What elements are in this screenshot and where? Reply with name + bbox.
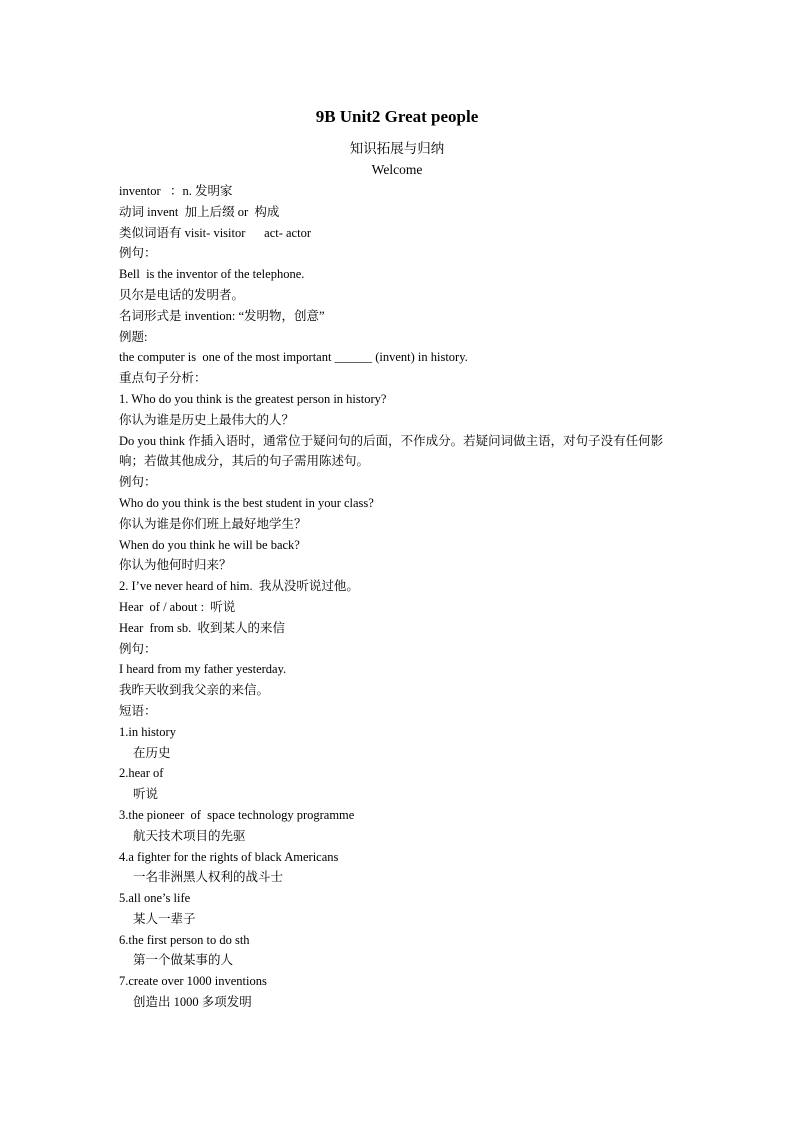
text-line: Do you think 作插入语时，通常位于疑问句的后面，不作成分。若疑问词做主语，对句子没有任何影响；若做其他成分，其后的句子需用陈述句。 — [119, 433, 664, 469]
text-line: 你认为他何时归来？ — [119, 558, 232, 573]
text-line: 短语： — [119, 703, 157, 718]
text-line: 我昨天收到我父亲的来信。 — [119, 683, 270, 698]
text-line: 例句： — [119, 475, 157, 490]
text-line: 3.the pioneer of space technology programme — [119, 807, 355, 822]
text-line: 2. I’ve never heard of him. 我从没听说过他。 — [119, 579, 359, 594]
text-line: 例题: — [119, 329, 148, 344]
text-line: 2.hear of — [119, 766, 164, 781]
text-line: 例句： — [119, 641, 157, 656]
text-line: 在历史 — [133, 745, 171, 760]
text-line: 动词 invent 加上后缀 or 构成 — [119, 204, 280, 219]
text-line: I heard from my father yesterday. — [119, 662, 287, 677]
text-line: 航天技术项目的先驱 — [133, 828, 246, 843]
text-line: 你认为谁是历史上最伟大的人？ — [119, 412, 295, 427]
text-line: the computer is one of the most important ______ (invent) in history. — [119, 350, 468, 365]
text-line: 某人一辈子 — [133, 911, 196, 926]
text-line: 重点句子分析： — [119, 371, 207, 386]
document-title: 9B Unit2 Great people — [315, 107, 479, 126]
text-line: Hear of / about : 听说 — [119, 599, 236, 614]
text-line: 例句： — [119, 246, 157, 261]
text-line: 1. Who do you think is the greatest person in history? — [119, 391, 387, 406]
text-line: 听说 — [133, 787, 159, 802]
text-line: 一名非洲黑人权利的战斗士 — [133, 870, 284, 885]
text-line: 5.all one’s life — [119, 891, 191, 906]
text-line: Hear from sb. 收到某人的来信 — [119, 620, 285, 635]
text-line: When do you think he will be back? — [119, 537, 300, 552]
text-line: 7.create over 1000 inventions — [119, 974, 267, 989]
text-line: 贝尔是电话的发明者。 — [119, 287, 245, 302]
text-line: 第一个做某事的人 — [133, 953, 234, 968]
text-line: 类似词语有 visit- visitor act- actor — [119, 225, 311, 240]
text-line: Who do you think is the best student in your class? — [119, 495, 374, 510]
text-line: 6.the first person to do sth — [119, 932, 250, 947]
text-line: 你认为谁是你们班上最好地学生？ — [119, 516, 307, 531]
text-line: inventor ：n. 发明家 — [119, 184, 233, 198]
section-heading: Welcome — [371, 162, 423, 177]
text-line: 4.a fighter for the rights of black Americans — [119, 849, 339, 864]
text-line: 1.in history — [119, 724, 176, 739]
document-subtitle: 知识拓展与归纳 — [349, 141, 445, 156]
text-line: Bell is the inventor of the telephone. — [119, 267, 305, 282]
document-body — [119, 181, 679, 1013]
text-line: 名词形式是 invention: “发明物，创意” — [119, 308, 325, 323]
text-line: 创造出 1000 多项发明 — [133, 995, 252, 1010]
